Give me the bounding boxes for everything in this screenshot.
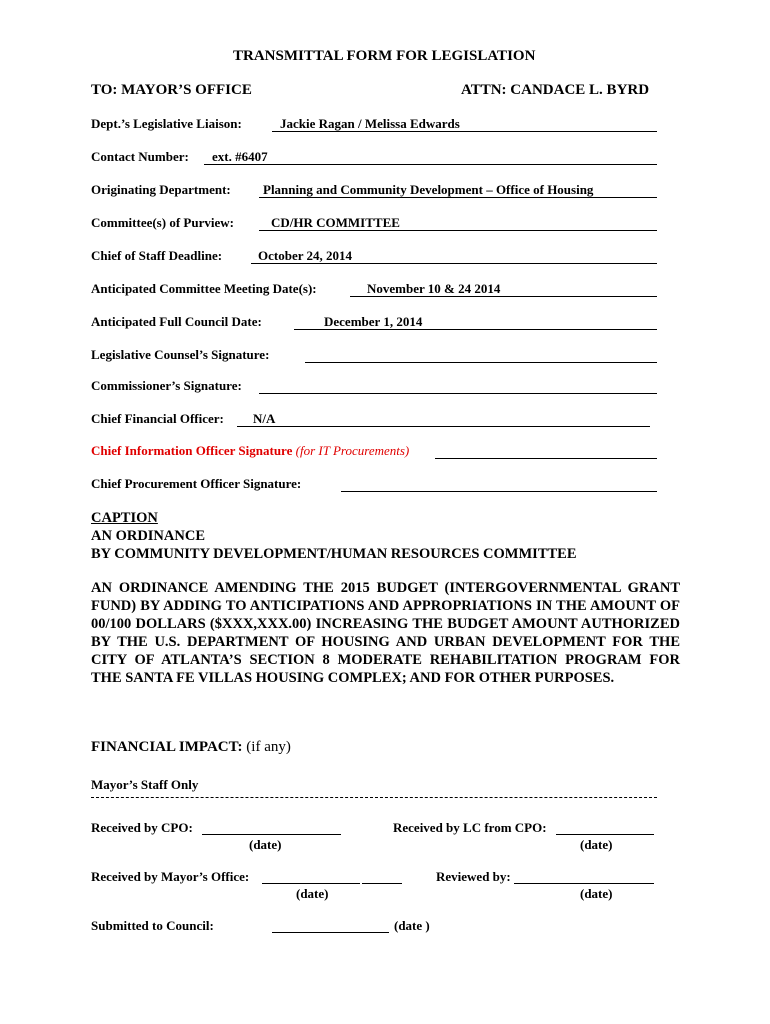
mayors-staff-heading: Mayor’s Staff Only [91, 777, 199, 792]
financial-impact-note: (if any) [246, 739, 291, 755]
received-mayor-line[interactable] [262, 883, 360, 884]
financial-impact-label: FINANCIAL IMPACT: [91, 739, 243, 755]
cio-note: (for IT Procurements) [295, 443, 410, 458]
committee-meeting-value: November 10 & 24 2014 [367, 281, 501, 296]
cio-signature-row [91, 443, 657, 461]
received-cpo-date: (date) [249, 837, 282, 852]
orig-dept-row [91, 182, 657, 200]
received-mayor-date: (date) [296, 886, 329, 901]
commissioner-signature-row [91, 378, 657, 396]
commissioner-signature-line[interactable] [259, 393, 657, 394]
full-council-label: Anticipated Full Council Date: [91, 314, 262, 329]
counsel-signature-row [91, 347, 657, 365]
reviewed-by-date: (date) [580, 886, 613, 901]
committee-meeting-row [91, 281, 657, 299]
orig-dept-label: Originating Department: [91, 182, 231, 197]
reviewed-by-line[interactable] [514, 883, 654, 884]
liaison-value: Jackie Ragan / Melissa Edwards [280, 116, 460, 131]
orig-dept-value: Planning and Community Development – Office of Housing [263, 182, 594, 197]
to-line: TO: MAYOR’S OFFICE [91, 82, 252, 98]
submitted-council-label: Submitted to Council: [91, 918, 214, 933]
committee-label: Committee(s) of Purview: [91, 215, 234, 230]
cpo-signature-line[interactable] [341, 491, 657, 492]
cfo-value: N/A [253, 411, 276, 426]
received-lc-label: Received by LC from CPO: [393, 820, 547, 835]
contact-label: Contact Number: [91, 149, 189, 164]
cio-label-text: Chief Information Officer Signature [91, 443, 293, 458]
full-council-row [91, 314, 657, 332]
received-mayor-line-extra[interactable] [362, 883, 402, 884]
cos-deadline-label: Chief of Staff Deadline: [91, 248, 223, 263]
cio-signature-label [91, 443, 409, 459]
committee-value: CD/HR COMMITTEE [271, 215, 400, 230]
liaison-row [91, 116, 657, 134]
received-mayor-label: Received by Mayor’s Office: [91, 869, 250, 884]
cpo-signature-row [91, 476, 657, 494]
attn-line: ATTN: CANDACE L. BYRD [461, 82, 650, 98]
received-cpo-label: Received by CPO: [91, 820, 193, 835]
financial-impact [91, 739, 291, 756]
cio-signature-line[interactable] [435, 458, 657, 459]
counsel-signature-line[interactable] [305, 362, 657, 363]
contact-line[interactable] [204, 164, 657, 165]
committee-meeting-label: Anticipated Committee Meeting Date(s): [91, 281, 317, 296]
submitted-council-date: (date ) [394, 918, 430, 933]
cfo-row [91, 411, 657, 429]
cos-deadline-row [91, 248, 657, 266]
received-lc-date: (date) [580, 837, 613, 852]
form-title: TRANSMITTAL FORM FOR LEGISLATION [233, 48, 536, 64]
liaison-label: Dept.’s Legislative Liaison: [91, 116, 242, 131]
contact-row [91, 149, 657, 167]
counsel-signature-label: Legislative Counsel’s Signature: [91, 347, 270, 362]
ordinance-text: AN ORDINANCE AMENDING THE 2015 BUDGET (INTERGOVERNMENTAL GRANT FUND) BY ADDING TO ANTICIPATIONS AND APPROPRIATIONS IN THE AMOUNT OF 00/100 DOLLARS ($XXX,XXX.00) INCREASING THE BUDGET AMOUNT AUTHORIZED BY THE U.S. DEPARTMENT OF HOUSING AND URBAN DEVELOPMENT FOR THE CITY OF ATLANTA’S SECTION 8 MODERATE REHABILITATION PROGRAM FOR THE SANTA FE VILLAS HOUSING COMPLEX; AND FOR OTHER PURPOSES. [91, 580, 680, 686]
caption-ordinance: AN ORDINANCE [91, 528, 205, 544]
commissioner-signature-label: Commissioner’s Signature: [91, 378, 242, 393]
committee-row [91, 215, 657, 233]
cfo-label: Chief Financial Officer: [91, 411, 224, 426]
cpo-signature-label: Chief Procurement Officer Signature: [91, 476, 302, 491]
submitted-council-line[interactable] [272, 932, 389, 933]
caption-heading: CAPTION [91, 510, 158, 526]
received-cpo-line[interactable] [202, 834, 341, 835]
received-lc-line[interactable] [556, 834, 654, 835]
full-council-value: December 1, 2014 [324, 314, 423, 329]
contact-value: ext. #6407 [212, 149, 268, 164]
cfo-line[interactable] [237, 426, 650, 427]
dashed-divider [91, 797, 657, 798]
reviewed-by-label: Reviewed by: [436, 869, 511, 884]
caption-committee: BY COMMUNITY DEVELOPMENT/HUMAN RESOURCES COMMITTEE [91, 546, 577, 562]
cos-deadline-value: October 24, 2014 [258, 248, 352, 263]
